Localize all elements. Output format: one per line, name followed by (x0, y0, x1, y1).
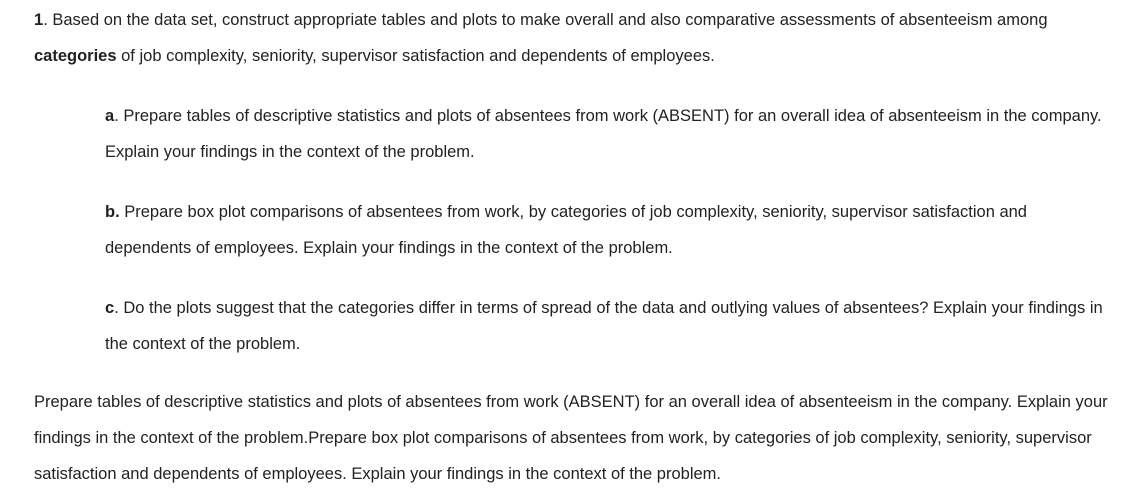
part-c-label: c (105, 299, 115, 317)
part-c-paragraph (105, 290, 1110, 362)
part-a-paragraph (105, 98, 1110, 170)
question-number: 1 (34, 11, 44, 29)
part-c-text: . Do the plots suggest that the categories differ in terms of spread of the data and outlying values of absentees? Explain your findings in the context of the problem. (105, 299, 1103, 353)
footer-paragraph (34, 384, 1109, 492)
part-b-paragraph (105, 194, 1110, 266)
footer-text: Prepare tables of descriptive statistics and plots of absentees from work (ABSENT) for an overall idea of absenteeism in the company. Explain your findings in the context of the problem.Prepare box plot comparisons of absentees from work, by categories of job complexity, seniority, supervisor satisfaction and dependents of employees. Explain your findings in the context of the problem. (34, 393, 1108, 483)
part-b-label: b. (105, 203, 120, 221)
question-text-part2: of job complexity, seniority, supervisor satisfaction and dependents of employees. (116, 47, 715, 65)
question-1-paragraph (34, 2, 1109, 74)
part-a-label: a (105, 107, 115, 125)
question-bold-word: categories (34, 47, 117, 65)
part-a-text: . Prepare tables of descriptive statistics and plots of absentees from work (ABSENT) for an overall idea of absenteeism in the company. Explain your findings in the context of the problem. (105, 107, 1102, 161)
part-b-text: Prepare box plot comparisons of absentees from work, by categories of job complexity, seniority, supervisor satisfaction and dependents of employees. Explain your findings in the context of the problem. (105, 203, 1027, 257)
question-text-part1: . Based on the data set, construct appropriate tables and plots to make overall and also comparative assessments of absenteeism among (43, 11, 1048, 29)
